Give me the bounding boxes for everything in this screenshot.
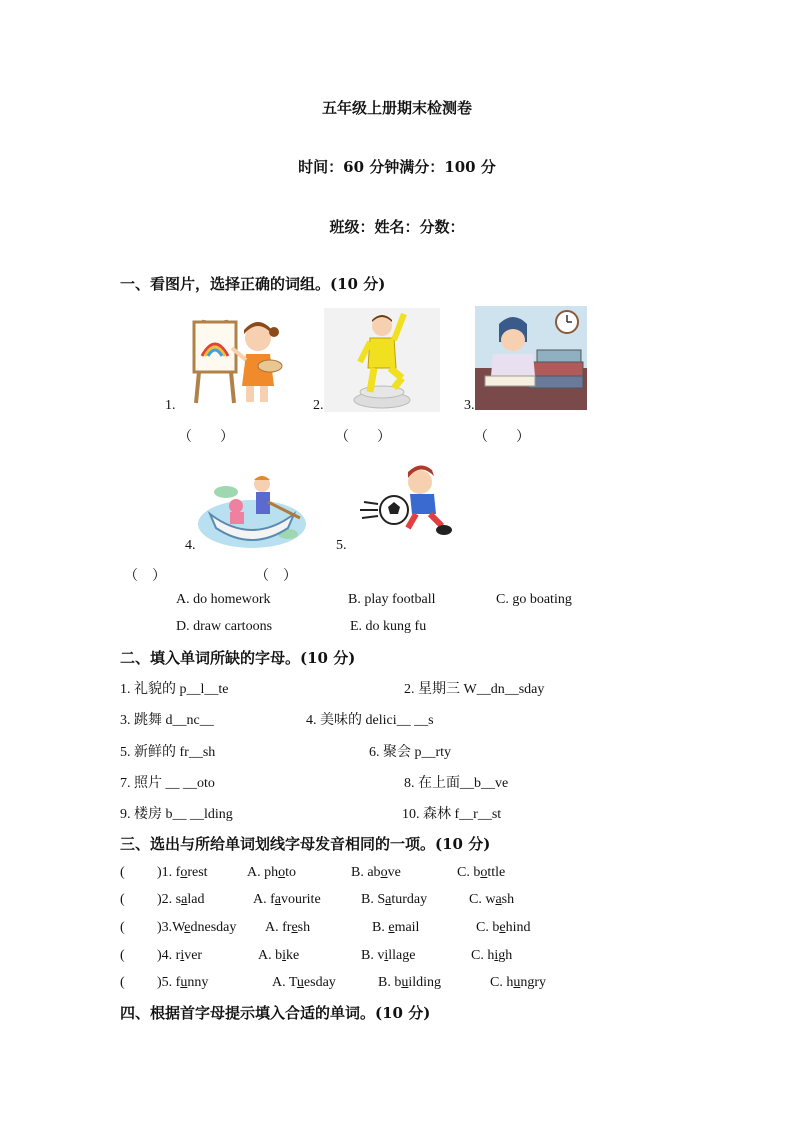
question-word: )3.Wednesday	[157, 920, 237, 935]
picture-football	[354, 462, 466, 542]
option-c: C. go boating	[496, 592, 572, 607]
answer-blank[interactable]: (	[120, 892, 125, 907]
choice-b: B. above	[351, 865, 401, 880]
picture-number: 1.	[165, 398, 176, 413]
fill-item: 1. 礼貌的 p__l__te	[120, 682, 229, 697]
choice-b: B. Saturday	[361, 892, 428, 907]
student-info: 班级：姓名：分数：	[329, 218, 465, 236]
answer-blank[interactable]: (	[120, 975, 125, 990]
choice-b: B. village	[361, 948, 416, 963]
answer-blank[interactable]: （ ）	[124, 568, 166, 584]
fill-item: 8. 在上面__b__ve	[404, 776, 509, 791]
question-word: )1. forest	[157, 865, 208, 880]
choice-a: A. Tuesday	[272, 975, 336, 990]
choice-c: C. high	[471, 948, 513, 963]
question-word: )5. funny	[157, 975, 209, 990]
fill-item: 9. 楼房 b__ __lding	[120, 807, 233, 822]
question-word: )4. river	[157, 948, 203, 963]
option-e: E. do kung fu	[350, 619, 427, 634]
choice-c: C. hungry	[490, 975, 547, 990]
fill-item: 6. 聚会 p__rty	[369, 745, 452, 760]
question-word: )2. salad	[157, 892, 205, 907]
section4-heading: 四、根据首字母提示填入合适的单词。(10 分)	[120, 1004, 431, 1022]
choice-a: A. bike	[258, 948, 300, 963]
answer-blank[interactable]: （ ）	[474, 429, 530, 445]
picture-boating	[196, 462, 308, 550]
choice-a: A. fresh	[265, 920, 311, 935]
exam-time: 时间：60 分钟满分：100 分	[298, 158, 496, 176]
picture-boy-homework	[475, 306, 587, 410]
fill-item: 5. 新鲜的 fr__sh	[120, 745, 216, 760]
picture-number: 3.	[464, 398, 475, 413]
answer-blank[interactable]: （ ）	[335, 429, 391, 445]
fill-item: 7. 照片 __ __oto	[120, 776, 215, 791]
answer-blank[interactable]: (	[120, 948, 125, 963]
choice-c: C. behind	[476, 920, 531, 935]
fill-item: 2. 星期三 W__dn__sday	[404, 682, 545, 697]
choice-b: B. email	[372, 920, 420, 935]
option-d: D. draw cartoons	[176, 619, 273, 634]
choice-a: A. favourite	[253, 892, 321, 907]
choice-c: C. wash	[469, 892, 515, 907]
choice-b: B. building	[378, 975, 442, 990]
section1-heading: 一、看图片，选择正确的词组。(10 分)	[120, 275, 386, 293]
answer-blank[interactable]: （ ）	[178, 429, 234, 445]
option-b: B. play football	[348, 592, 436, 607]
picture-girl-drawing	[176, 308, 286, 410]
choice-a: A. photo	[247, 865, 297, 880]
picture-number: 2.	[313, 398, 324, 413]
fill-item: 4. 美味的 delici__ __s	[306, 713, 434, 728]
page-title: 五年级上册期末检测卷	[321, 99, 472, 117]
choice-c: C. bottle	[457, 865, 506, 880]
picture-boy-kung-fu	[324, 308, 440, 412]
fill-item: 3. 跳舞 d__nc__	[120, 713, 214, 728]
option-a: A. do homework	[176, 592, 271, 607]
picture-number: 5.	[336, 538, 347, 553]
fill-item: 10. 森林 f__r__st	[402, 807, 502, 822]
answer-blank[interactable]: (	[120, 865, 125, 880]
section3-heading: 三、选出与所给单词划线字母发音相同的一项。(10 分)	[120, 835, 491, 853]
answer-blank[interactable]: （ ）	[255, 568, 297, 584]
answer-blank[interactable]: (	[120, 920, 125, 935]
section2-heading: 二、填入单词所缺的字母。(10 分)	[120, 649, 356, 667]
picture-number: 4.	[185, 538, 196, 553]
